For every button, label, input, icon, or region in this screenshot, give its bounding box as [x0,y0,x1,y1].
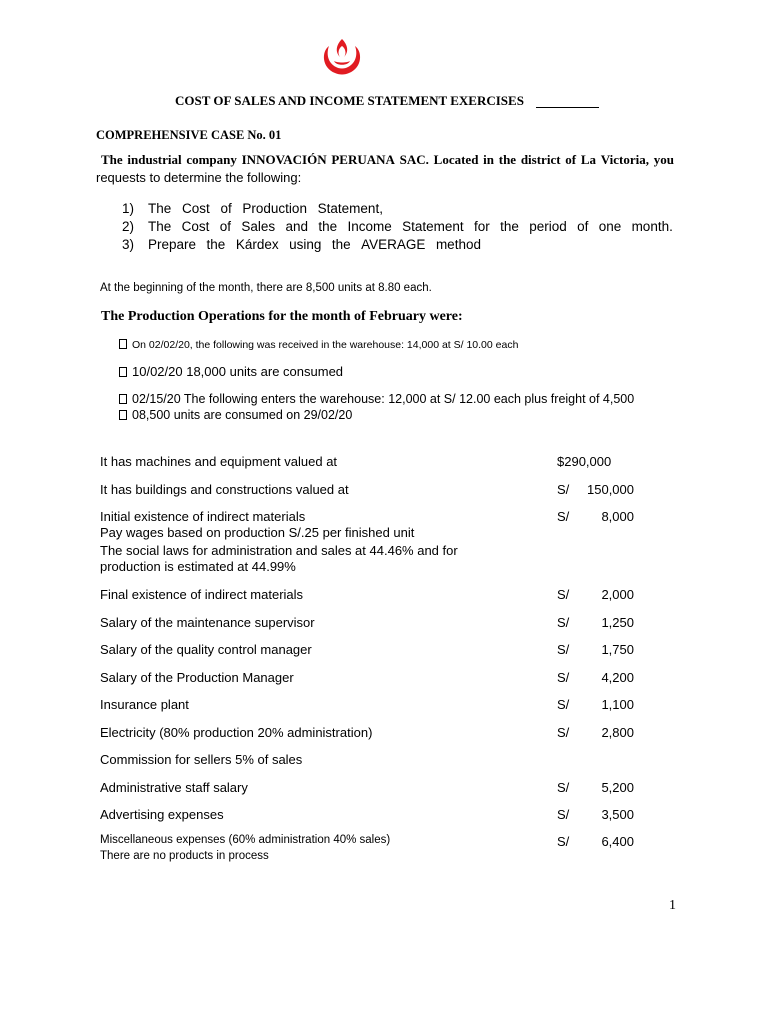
intro-word: PERUANA [331,152,395,167]
intro-line-1 [101,152,674,168]
currency-symbol: S/ [557,807,570,822]
intro-word: INNOVACIÓN [241,152,327,167]
requirement-word: of [219,219,231,234]
item-label-insurance: Insurance plant [100,697,189,712]
item-label-quality: Salary of the quality control manager [100,642,312,657]
intro-line-2: requests to determine the following: [96,170,302,185]
operation-text: 02/15/20 The following enters the warehouse: 12,000 at S/ 12.00 each plus freight of 4,500 [132,392,635,406]
item-label-electricity: Electricity (80% production 20% administration) [100,725,373,740]
item-value-insurance: 1,100 [601,697,634,712]
currency-symbol: S/ [557,834,570,849]
requirement-number: 2) [122,219,135,234]
item-label-advertising: Advertising expenses [100,807,224,822]
currency-symbol: S/ [557,615,570,630]
bullet-box-icon [119,339,127,349]
page-number: 1 [669,898,676,913]
requirement-word: method [435,237,481,252]
item-value-quality: 1,750 [601,642,634,657]
currency-symbol: S/ [557,780,570,795]
requirement-number: 1) [122,201,135,216]
intro-word: the [498,152,517,167]
no-process-note: There are no products in process [100,850,269,862]
requirement-word: AVERAGE [361,237,426,252]
item-label-production-manager: Salary of the Production Manager [100,670,294,685]
currency-symbol: S/ [557,697,570,712]
item-value-buildings: 150,000 [587,482,634,497]
intro-word: The [101,152,123,167]
intro-word: La [580,152,597,167]
social-laws-line-2: production is estimated at 44.99% [100,559,296,574]
bullet-box-icon [119,394,127,404]
item-value-admin-salary: 5,200 [601,780,634,795]
item-value-production-manager: 4,200 [601,670,634,685]
currency-symbol: S/ [557,642,570,657]
item-label-initial-materials: Initial existence of indirect materials [100,509,306,524]
item-value-maintenance: 1,250 [601,615,634,630]
requirement-word: the [318,219,338,234]
requirement-word: period [529,219,567,234]
intro-word: district [520,152,561,167]
intro-word: in [483,152,495,167]
requirement-word: Statement, [317,201,383,216]
item-value-machines: $290,000 [557,454,612,469]
requirement-word: of [577,219,589,234]
social-laws-line-1: The social laws for administration and sales at 44.46% and for [100,543,458,558]
item-value-advertising: 3,500 [601,807,634,822]
operation-item [119,364,343,379]
case-title: COMPREHENSIVE CASE No. 01 [96,128,282,142]
requirement-word: of [220,201,232,216]
item-value-misc: 6,400 [601,834,634,849]
requirement-word: Prepare [148,237,197,252]
currency-symbol: S/ [557,725,570,740]
requirement-number: 3) [122,237,135,252]
intro-word: Located [433,152,479,167]
requirement-word: Income [347,219,392,234]
requirement-word: Cost [181,201,210,216]
requirement-word: month. [631,219,673,234]
requirement-text [148,237,481,252]
item-value-final-materials: 2,000 [601,587,634,602]
item-label-misc: Miscellaneous expenses (60% administration 40% sales) [100,834,391,846]
requirement-word: the [331,237,351,252]
intro-word: of [565,152,577,167]
document-title: COST OF SALES AND INCOME STATEMENT EXERCISES [175,93,524,108]
currency-symbol: S/ [557,509,570,524]
intro-word: industrial [127,152,182,167]
requirement-word: one [598,219,622,234]
intro-word: SAC. [399,152,429,167]
requirement-word: Production [242,201,307,216]
currency-symbol: S/ [557,670,570,685]
item-label-machines: It has machines and equipment valued at [100,454,338,469]
beginning-inventory-text: At the beginning of the month, there are 8,500 units at 8.80 each. [100,282,432,294]
item-label-maintenance: Salary of the maintenance supervisor [100,615,315,630]
title-underline [536,107,599,108]
requirement-word: using [289,237,322,252]
bullet-box-icon [119,367,127,377]
requirement-word: Cost [181,219,210,234]
requirement-word: the [500,219,519,234]
item-value-electricity: 2,800 [601,725,634,740]
requirement-word: the [206,237,226,252]
requirement-word: Sales [241,219,276,234]
operations-title: The Production Operations for the month of February were: [101,309,463,324]
currency-symbol: S/ [557,482,570,497]
item-label-admin-salary: Administrative staff salary [100,780,248,795]
bullet-box-icon [119,410,127,420]
flame-logo-icon [320,37,364,79]
intro-word: you [653,152,674,167]
requirement-text [148,201,383,216]
operation-text: 08,500 units are consumed on 29/02/20 [132,408,353,422]
requirement-word: The [148,219,172,234]
currency-symbol: S/ [557,587,570,602]
operation-item [119,339,518,351]
item-label-buildings: It has buildings and constructions valued at [100,482,349,497]
operation-text: On 02/02/20, the following was received in the warehouse: 14,000 at S/ 10.00 each [132,339,519,351]
item-value-initial-materials: 8,000 [601,509,634,524]
requirement-word: and [285,219,308,234]
requirement-word: Kárdex [235,237,279,252]
item-label-commission: Commission for sellers 5% of sales [100,752,303,767]
operation-text: 10/02/20 18,000 units are consumed [132,364,344,379]
item-label-final-materials: Final existence of indirect materials [100,587,304,602]
requirement-text [148,219,673,234]
intro-word: Victoria, [600,152,650,167]
wages-note: Pay wages based on production S/.25 per finished unit [100,525,415,540]
requirement-word: Statement [402,219,464,234]
requirement-word: for [473,219,490,234]
intro-word: company [186,152,237,167]
operation-item [119,392,634,406]
operation-item [119,408,352,422]
requirement-word: The [148,201,172,216]
